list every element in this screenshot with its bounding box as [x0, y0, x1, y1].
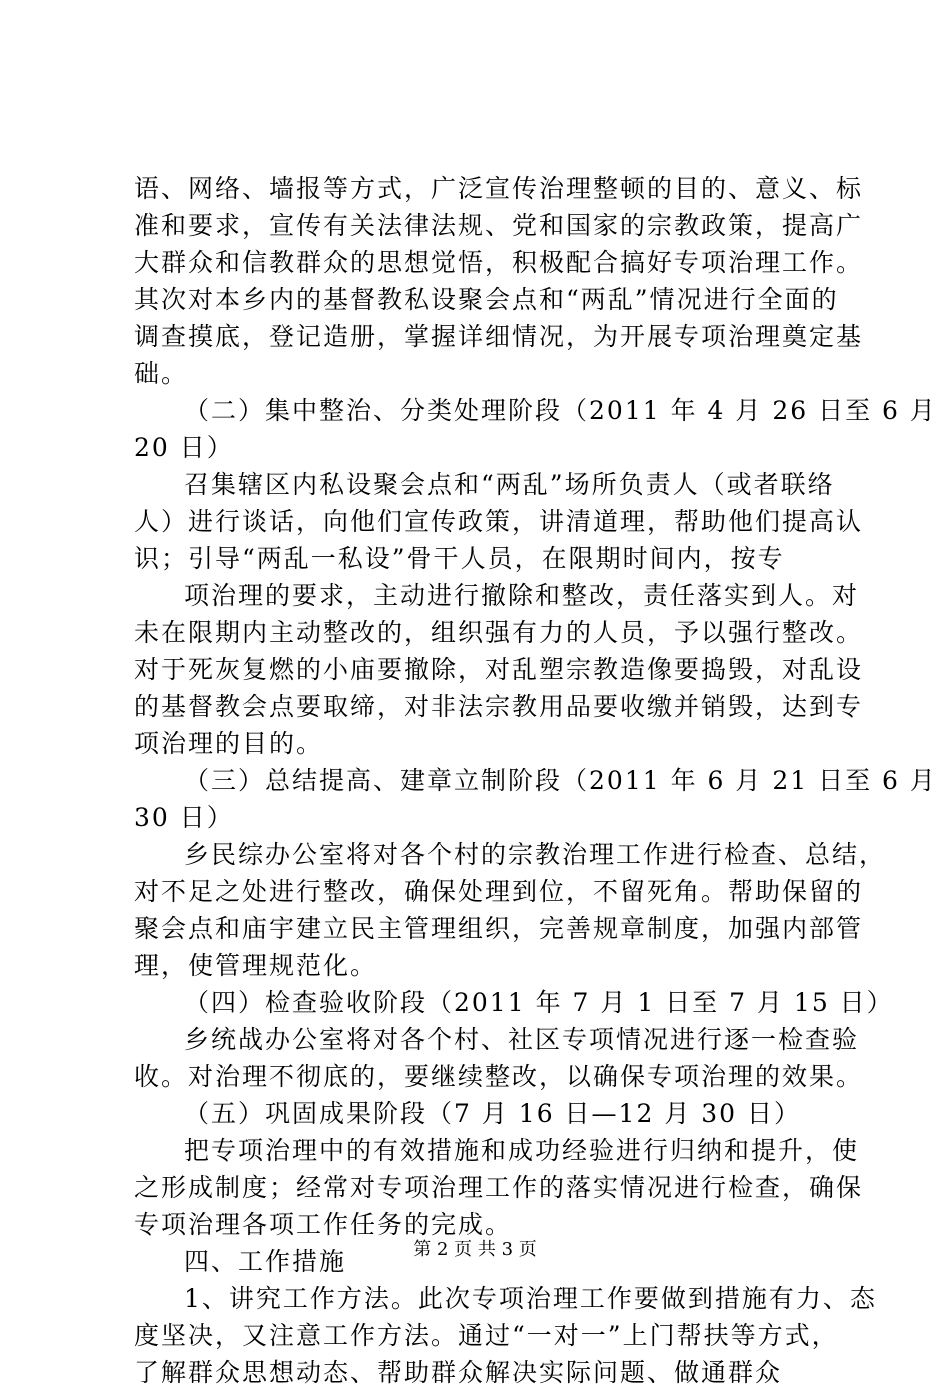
text-line: 对于死灰复燃的小庙要撤除，对乱塑宗教造像要捣毁，对乱设 [134, 655, 864, 684]
text-line: （四）检查验收阶段（2011 年 7 月 1 日至 7 月 15 日） [184, 988, 894, 1017]
text-line: 聚会点和庙宇建立民主管理组织，完善规章制度，加强内部管 [134, 914, 864, 943]
text-line: 理，使管理规范化。 [134, 951, 378, 980]
text-line: 调查摸底，登记造册，掌握详细情况，为开展专项治理奠定基 [134, 322, 864, 351]
text-line: 四、工作措施 [184, 1247, 347, 1276]
text-line: 20 日） [134, 433, 234, 462]
text-line: 识；引导“两乱一私设”骨干人员，在限期时间内，按专 [134, 544, 785, 573]
page-footer: 第 2 页 共 3 页 [413, 1239, 537, 1260]
text-line: 大群众和信教群众的思想觉悟，积极配合搞好专项治理工作。 [134, 248, 864, 277]
text-line: 1、讲究工作方法。此次专项治理工作要做到措施有力、态 [184, 1284, 877, 1313]
text-line: 对不足之处进行整改，确保处理到位，不留死角。帮助保留的 [134, 877, 864, 906]
text-line: 收。对治理不彻底的，要继续整改，以确保专项治理的效果。 [134, 1062, 864, 1091]
text-line: 础。 [134, 359, 189, 388]
text-line: 把专项治理中的有效措施和成功经验进行归纳和提升，使 [184, 1136, 860, 1165]
document-body [134, 170, 937, 1391]
text-line: （三）总结提高、建章立制阶段（2011 年 6 月 21 日至 6 月 [184, 766, 937, 795]
text-line: 了解群众思想动态、帮助群众解决实际问题、做通群众 [134, 1358, 783, 1387]
text-line: 的基督教会点要取缔，对非法宗教用品要收缴并销毁，达到专 [134, 692, 864, 721]
text-line: 乡统战办公室将对各个村、社区专项情况进行逐一检查验 [184, 1025, 860, 1054]
text-line: 30 日） [134, 803, 234, 832]
text-line: 语、网络、墙报等方式，广泛宣传治理整顿的目的、意义、标 [134, 174, 864, 203]
text-line: 乡民综办公室将对各个村的宗教治理工作进行检查、总结， [184, 840, 887, 869]
text-line: 人）进行谈话，向他们宣传政策，讲清道理，帮助他们提高认 [134, 507, 864, 536]
text-line: 项治理的要求，主动进行撤除和整改，责任落实到人。对 [184, 581, 860, 610]
text-line: 之形成制度；经常对专项治理工作的落实情况进行检查，确保 [134, 1173, 864, 1202]
text-line: 未在限期内主动整改的，组织强有力的人员，予以强行整改。 [134, 618, 864, 647]
text-line: 项治理的目的。 [134, 729, 324, 758]
text-line: 度坚决，又注意工作方法。通过“一对一”上门帮扶等方式， [134, 1321, 839, 1350]
text-line: （二）集中整治、分类处理阶段（2011 年 4 月 26 日至 6 月 [184, 396, 937, 425]
text-line: 准和要求，宣传有关法律法规、党和国家的宗教政策，提高广 [134, 211, 864, 240]
text-line: （五）巩固成果阶段（7 月 16 日—12 月 30 日） [184, 1099, 802, 1128]
text-line: 召集辖区内私设聚会点和“两乱”场所负责人（或者联络 [184, 470, 835, 499]
text-line: 专项治理各项工作任务的完成。 [134, 1210, 513, 1239]
text-line: 其次对本乡内的基督教私设聚会点和“两乱”情况进行全面的 [134, 285, 839, 314]
